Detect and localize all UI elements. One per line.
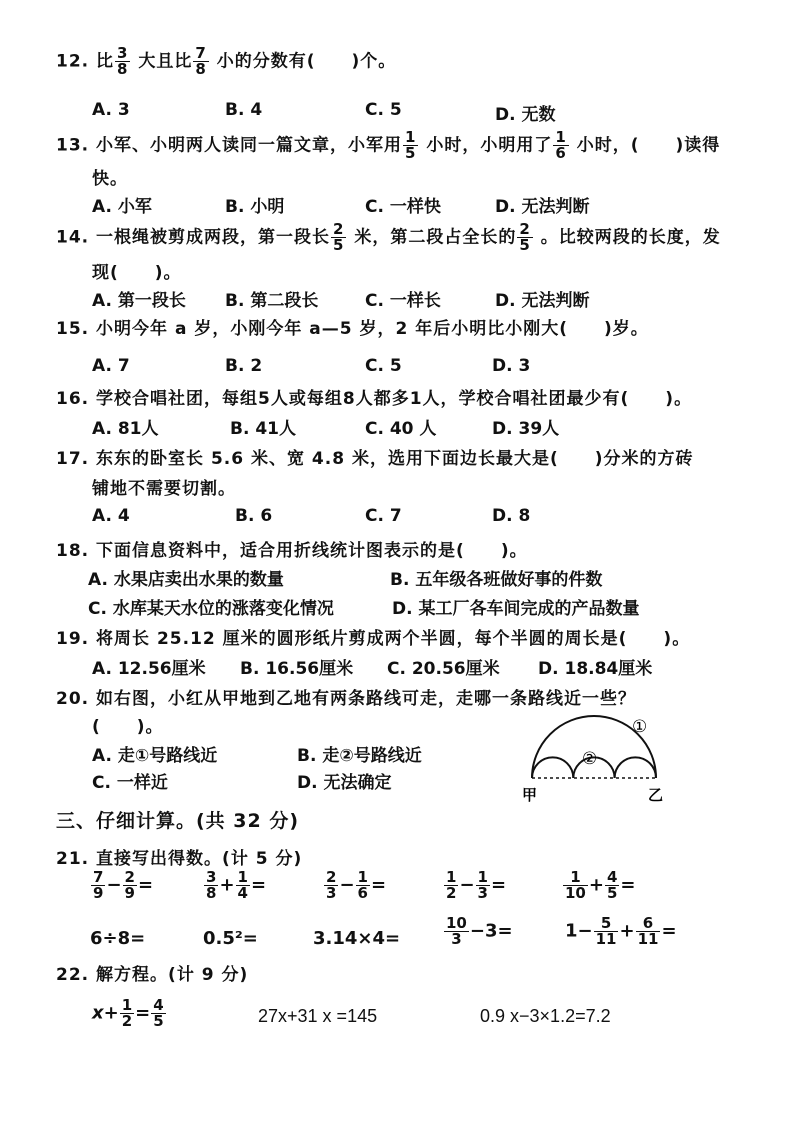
calc-item: $\frac{7}{9}$ − $\frac{2}{9}$ = bbox=[93, 868, 154, 902]
fraction: $\frac{1}{5}$ bbox=[405, 128, 417, 162]
option-a: A. 3 bbox=[92, 100, 130, 120]
fraction: $\frac{1}{6}$ bbox=[555, 128, 567, 162]
question-14-cont: 现( )。 bbox=[92, 263, 182, 283]
option-b: B. 4 bbox=[225, 100, 263, 120]
option-d: D. 8 bbox=[492, 506, 531, 526]
calc-item: $\frac{3}{8}$ + $\frac{1}{4}$ = bbox=[206, 868, 267, 902]
option-c: C. 40 人 bbox=[365, 419, 437, 439]
option-b: B. 41人 bbox=[230, 419, 296, 439]
option-a: A. 7 bbox=[92, 356, 130, 376]
option-b: B. 16.56厘米 bbox=[240, 659, 354, 679]
calc-item: 0.5²= bbox=[203, 928, 258, 949]
equation-2: 27x+31 x =145 bbox=[258, 1006, 378, 1026]
equation-1: x+ $\frac{1}{2}$ = $\frac{4}{5}$ bbox=[92, 996, 164, 1030]
calc-item: $\frac{1}{10}$ + $\frac{4}{5}$ = bbox=[565, 868, 636, 902]
fraction: $\frac{2}{5}$ bbox=[519, 220, 531, 254]
question-13: 13. 小军、小明两人读同一篇文章，小军用 $\frac{1}{5}$ 小时，小明用了 $\frac{1}{6}$ 小时，( )读得 bbox=[56, 128, 721, 162]
section-heading: 三、仔细计算。(共 32 分) bbox=[56, 810, 300, 832]
option-c: C. 一样近 bbox=[92, 773, 168, 793]
option-b: B. 小明 bbox=[225, 197, 285, 217]
end-label: 乙 bbox=[648, 786, 664, 804]
fraction: $\frac{2}{5}$ bbox=[333, 220, 345, 254]
option-b: B. 第二段长 bbox=[225, 291, 319, 311]
option-d: D. 无法判断 bbox=[495, 291, 590, 311]
question-20: 20. 如右图，小红从甲地到乙地有两条路线可走，走哪一条路线近一些？ bbox=[56, 689, 637, 709]
option-c: C. 20.56厘米 bbox=[387, 659, 500, 679]
equation-3: 0.9 x−3×1.2=7.2 bbox=[480, 1006, 611, 1026]
option-b: B. 走②号路线近 bbox=[297, 746, 422, 766]
option-c: C. 5 bbox=[365, 356, 402, 376]
question-19: 19. 将周长 25.12 厘米的圆形纸片剪成两个半圆，每个半圆的周长是( )。 bbox=[56, 629, 691, 649]
option-a: A. 4 bbox=[92, 506, 130, 526]
option-d: D. 无法确定 bbox=[297, 773, 392, 793]
fraction: $\frac{7}{8}$ bbox=[195, 44, 207, 78]
option-c: C. 7 bbox=[365, 506, 402, 526]
option-d: D. 无数 bbox=[495, 105, 556, 125]
question-20-cont: ( )。 bbox=[92, 717, 164, 737]
question-13-cont: 快。 bbox=[92, 169, 128, 189]
option-a: A. 水果店卖出水果的数量 bbox=[88, 570, 284, 590]
question-14: 14. 一根绳被剪成两段，第一段长 $\frac{2}{5}$ 米，第二段占全长的 $\frac{2}{5}$ 。比较两段的长度，发 bbox=[56, 220, 721, 254]
option-d: D. 18.84厘米 bbox=[538, 659, 653, 679]
route-diagram bbox=[520, 706, 670, 806]
calc-item: $\frac{2}{3}$ − $\frac{1}{6}$ = bbox=[326, 868, 387, 902]
route-2-arc-3 bbox=[615, 757, 656, 778]
option-c: C. 一样长 bbox=[365, 291, 441, 311]
option-d: D. 无法判断 bbox=[495, 197, 590, 217]
calc-item: 1− $\frac{5}{11}$ + $\frac{6}{11}$ = bbox=[565, 914, 677, 948]
question-16: 16. 学校合唱社团，每组5人或每组8人都多1人，学校合唱社团最少有( )。 bbox=[56, 389, 693, 409]
route-2-label: ② bbox=[582, 749, 598, 769]
route-2-arc-1 bbox=[532, 757, 573, 778]
option-c: C. 5 bbox=[365, 100, 402, 120]
calc-item: 6÷8= bbox=[90, 928, 146, 949]
option-a: A. 小军 bbox=[92, 197, 152, 217]
calc-item: 3.14×4= bbox=[313, 928, 401, 949]
question-15: 15. 小明今年 a 岁，小刚今年 a—5 岁，2 年后小明比小刚大( )岁。 bbox=[56, 319, 649, 339]
option-a: A. 走①号路线近 bbox=[92, 746, 218, 766]
option-d: D. 某工厂各车间完成的产品数量 bbox=[392, 599, 640, 619]
question-18: 18. 下面信息资料中，适合用折线统计图表示的是( )。 bbox=[56, 541, 528, 561]
option-c: C. 水库某天水位的涨落变化情况 bbox=[88, 599, 334, 619]
option-d: D. 39人 bbox=[492, 419, 560, 439]
calc-item: $\frac{10}{3}$ −3= bbox=[446, 914, 513, 948]
question-22: 22. 解方程。(计 9 分) bbox=[56, 965, 249, 985]
option-c: C. 一样快 bbox=[365, 197, 441, 217]
start-label: 甲 bbox=[522, 786, 538, 804]
question-12: 12. 比 $\frac{3}{8}$ 大且比 $\frac{7}{8}$ 小的分数有( )个。 bbox=[56, 44, 397, 78]
fraction: $\frac{3}{8}$ bbox=[117, 44, 129, 78]
question-21: 21. 直接写出得数。(计 5 分) bbox=[56, 849, 303, 869]
option-a: A. 第一段长 bbox=[92, 291, 186, 311]
calc-item: $\frac{1}{2}$ − $\frac{1}{3}$ = bbox=[446, 868, 507, 902]
option-b: B. 2 bbox=[225, 356, 263, 376]
route-1-label: ① bbox=[632, 717, 648, 737]
option-b: B. 五年级各班做好事的件数 bbox=[390, 570, 603, 590]
question-17: 17. 东东的卧室长 5.6 米、宽 4.8 米，选用下面边长最大是( )分米的方砖 bbox=[56, 449, 694, 469]
question-17-cont: 铺地不需要切割。 bbox=[92, 479, 236, 499]
option-a: A. 81人 bbox=[92, 419, 159, 439]
option-b: B. 6 bbox=[235, 506, 273, 526]
option-d: D. 3 bbox=[492, 356, 531, 376]
option-a: A. 12.56厘米 bbox=[92, 659, 206, 679]
